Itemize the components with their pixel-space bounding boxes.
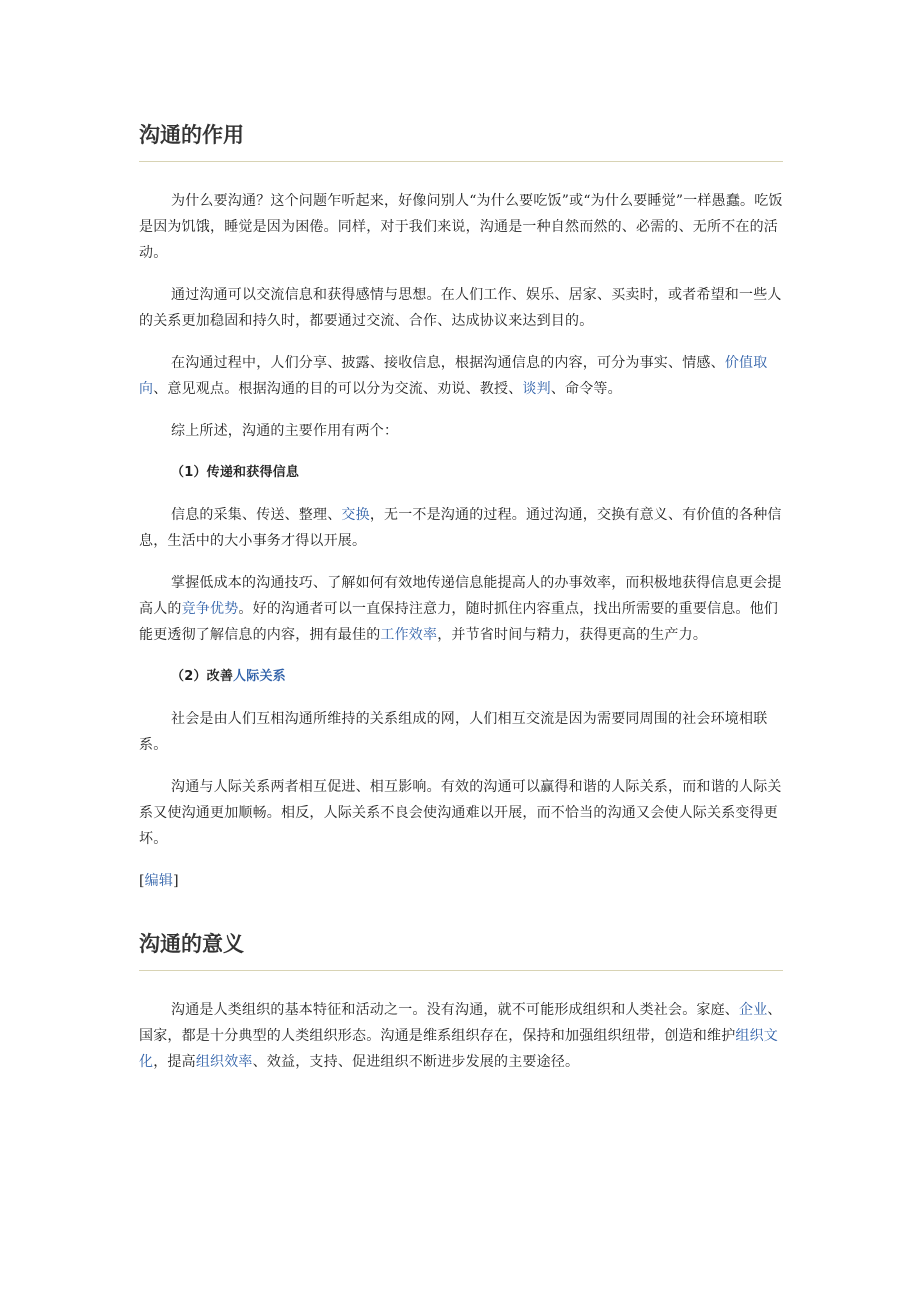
text-segment: （2）改善 [171,669,234,684]
paragraph-info-collection [139,502,783,554]
subheading-transmit-info: （1）传递和获得信息 [171,465,300,480]
link-organizational-efficiency[interactable]: 组织效率 [195,1054,253,1070]
link-competitive-advantage[interactable]: 竞争优势 [181,601,239,617]
text-segment: 掌握低成本的沟通技巧、了解如何有效地传递信息能提高人的办事效率，而积极地获得信息更会提高人的 [139,575,782,617]
link-organizational-culture[interactable]: 组织文化 [139,1028,779,1070]
text-segment: 信息的采集、传送、整理、 [171,507,342,523]
link-value-orientation[interactable]: 价值取向 [139,355,768,397]
paragraph-mutual-promotion: 沟通与人际关系两者相互促进、相互影响。有效的沟通可以赢得和谐的人际关系，而和谐的人际关系又使沟通更加顺畅。相反，人际关系不良会使沟通难以开展，而不恰当的沟通又会使人际关系变得更坏。 [139,779,782,847]
paragraph-society-network: 社会是由人们互相沟通所维持的关系组成的网，人们相互交流是因为需要同周围的社会环境相联系。 [139,711,768,753]
bracket-close: ] [173,873,179,889]
section-title-meaning: 沟通的意义 [139,930,783,971]
text-segment: 沟通是人类组织的基本特征和活动之一。没有沟通，就不可能形成组织和人类社会。家庭、 [171,1002,739,1018]
paragraph-organization [139,997,783,1075]
text-segment: 、命令等。 [550,381,622,397]
text-segment: ，提高 [153,1054,196,1070]
text-segment: ，无一不是沟通的过程。通过沟通，交换有意义、有价值的各种信息，生活中的大小事务才得以开展。 [139,507,782,549]
link-work-efficiency[interactable]: 工作效率 [380,627,438,643]
link-interpersonal-relations[interactable]: 人际关系 [233,669,286,684]
subheading-improve-relations [139,664,783,690]
text-segment: 。好的沟通者可以一直保持注意力，随时抓住内容重点，找出所需要的重要信息。他们能更透彻了解信息的内容，拥有最佳的 [139,601,779,643]
edit-link[interactable]: 编辑 [144,873,174,889]
article [139,0,783,1075]
text-segment: ，并节省时间与精力，获得更高的生产力。 [437,627,708,643]
text-segment: 、效益，支持、促进组织不断进步发展的主要途径。 [252,1054,580,1070]
paragraph-skills [139,570,783,648]
text-segment: 、意见观点。根据沟通的目的可以分为交流、劝说、教授、 [153,381,523,397]
section-title-role: 沟通的作用 [139,121,783,162]
text-segment: 在沟通过程中，人们分享、披露、接收信息，根据沟通信息的内容，可分为事实、情感、 [171,355,725,371]
paragraph-summary: 综上所述，沟通的主要作用有两个： [171,423,399,439]
bracket-open: [ [139,873,145,889]
link-enterprise[interactable]: 企业 [739,1002,768,1018]
paragraph-exchange-info: 通过沟通可以交流信息和获得感情与思想。在人们工作、娱乐、居家、买卖时，或者希望和一些人的关系更加稳固和持久时，都要通过交流、合作、达成协议来达到目的。 [139,287,782,329]
link-exchange[interactable]: 交换 [341,507,370,523]
edit-section [139,868,783,894]
paragraph-why-communicate: 为什么要沟通？这个问题乍听起来，好像问别人“为什么要吃饭”或“为什么要睡觉”一样愚蠢。吃饭是因为饥饿，睡觉是因为困倦。同样，对于我们来说，沟通是一种自然而然的、必需的、无所不在的活动。 [139,193,783,261]
paragraph-process [139,350,783,402]
text-segment: 、国家，都是十分典型的人类组织形态。沟通是维系组织存在，保持和加强组织纽带，创造和维护 [139,1002,782,1044]
link-negotiation[interactable]: 谈判 [522,381,551,397]
